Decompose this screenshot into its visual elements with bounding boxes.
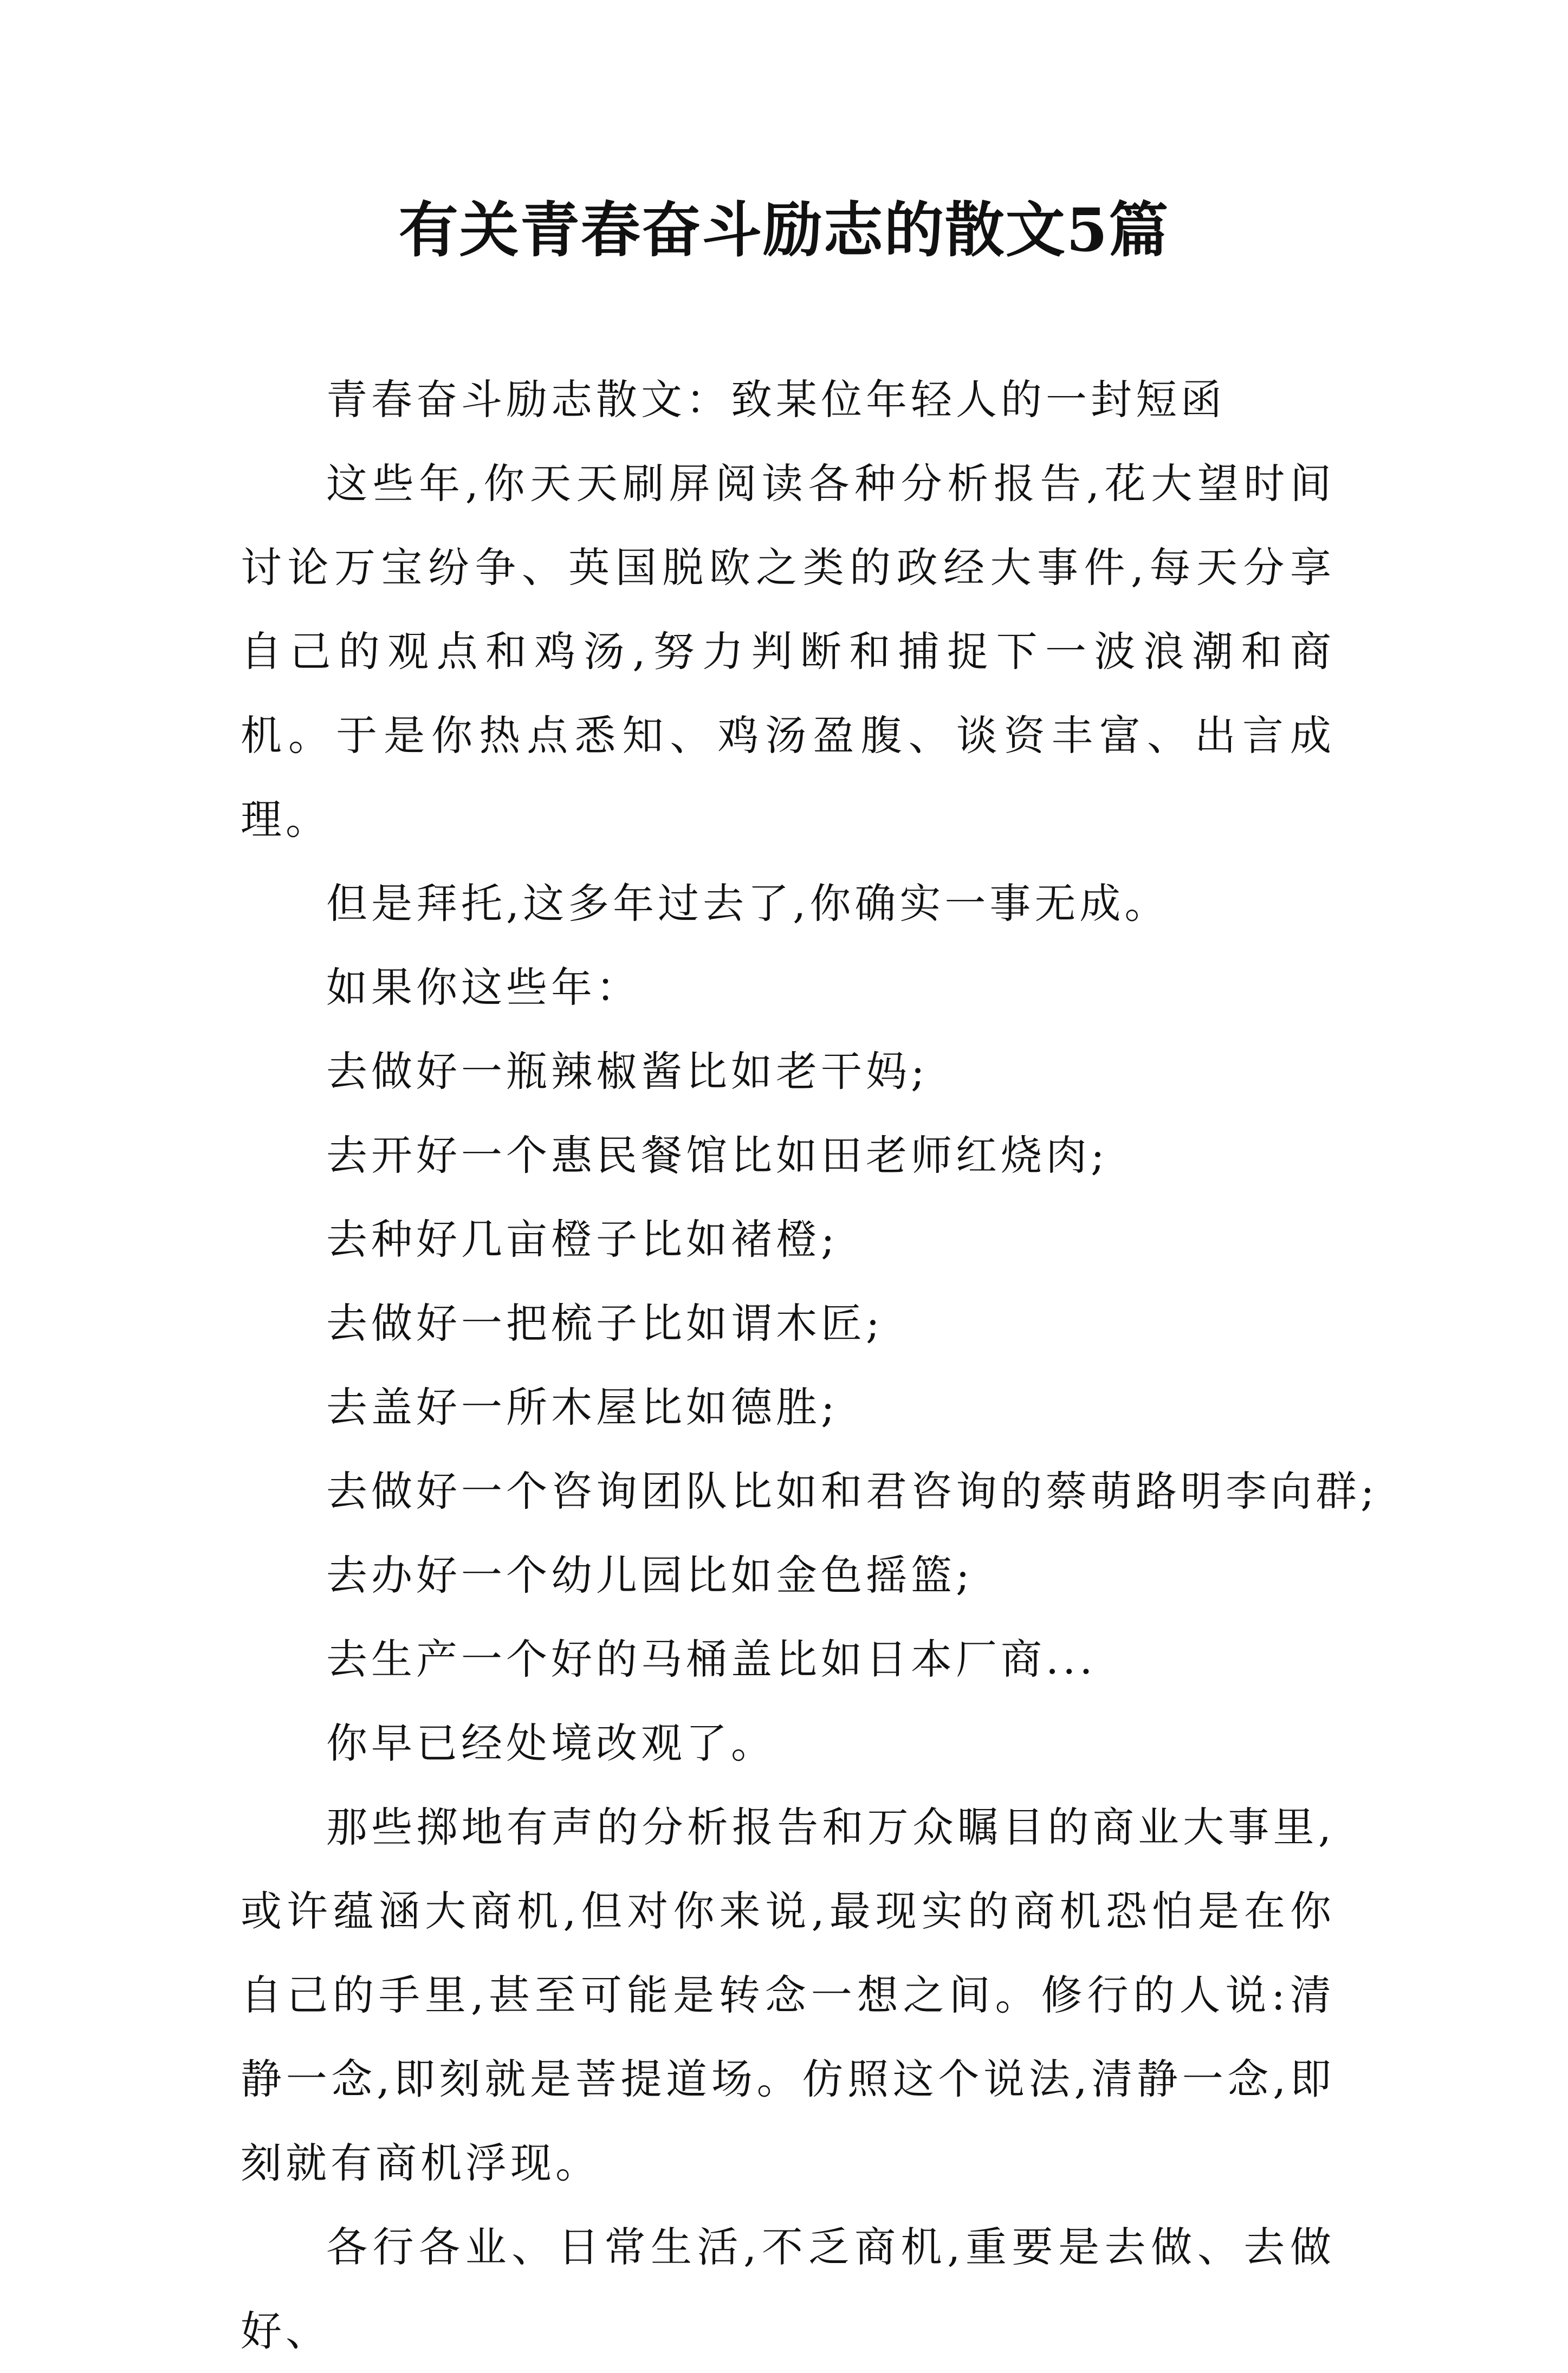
list-item: 去开好一个惠民餐馆比如田老师红烧肉; <box>326 1131 1109 1179</box>
paragraph: 但是拜托,这多年过去了,你确实一事无成。 <box>326 879 1170 928</box>
list-item: 去办好一个幼儿园比如金色摇篮; <box>326 1551 974 1599</box>
document-body <box>241 358 1378 2373</box>
paragraph: 这些年,你天天刷屏阅读各种分析报告,花大望时间讨论万宝纷争、英国脱欧之类的政经大事件,每天分享自己的观点和鸡汤,努力判断和捕捉下一波浪潮和商机。于是你热点悉知、鸡汤盈腹、谈资丰富、出言成理。 <box>241 459 1335 844</box>
list-item: 去生产一个好的马桶盖比如日本厂商... <box>326 1635 1097 1683</box>
paragraph: 各行各业、日常生活,不乏商机,重要是去做、去做好、 <box>241 2223 1335 2355</box>
paragraph: 如果你这些年： <box>326 963 641 1012</box>
list-item: 去盖好一所木屋比如德胜; <box>326 1383 839 1431</box>
list-item: 去做好一把梳子比如谓木匠; <box>326 1299 884 1347</box>
list-item: 去做好一瓶辣椒酱比如老干妈; <box>326 1047 929 1095</box>
document-title: 有关青春奋斗励志的散文5篇 <box>398 195 1170 265</box>
paragraph-heading: 青春奋斗励志散文：致某位年轻人的一封短函 <box>326 375 1226 424</box>
paragraph: 你早已经处境改观了。 <box>326 1719 776 1767</box>
paragraph: 那些掷地有声的分析报告和万众瞩目的商业大事里,或许蕴涵大商机,但对你来说,最现实的商机恐怕是在你自己的手里,甚至可能是转念一想之间。修行的人说:清静一念,即刻就是菩提道场。仿照这个说法,清静一念,即刻就有商机浮现。 <box>241 1803 1335 2187</box>
list-item: 去做好一个咨询团队比如和君咨询的蔡萌路明李向群; <box>326 1467 1378 1515</box>
list-item: 去种好几亩橙子比如褚橙; <box>326 1215 839 1263</box>
